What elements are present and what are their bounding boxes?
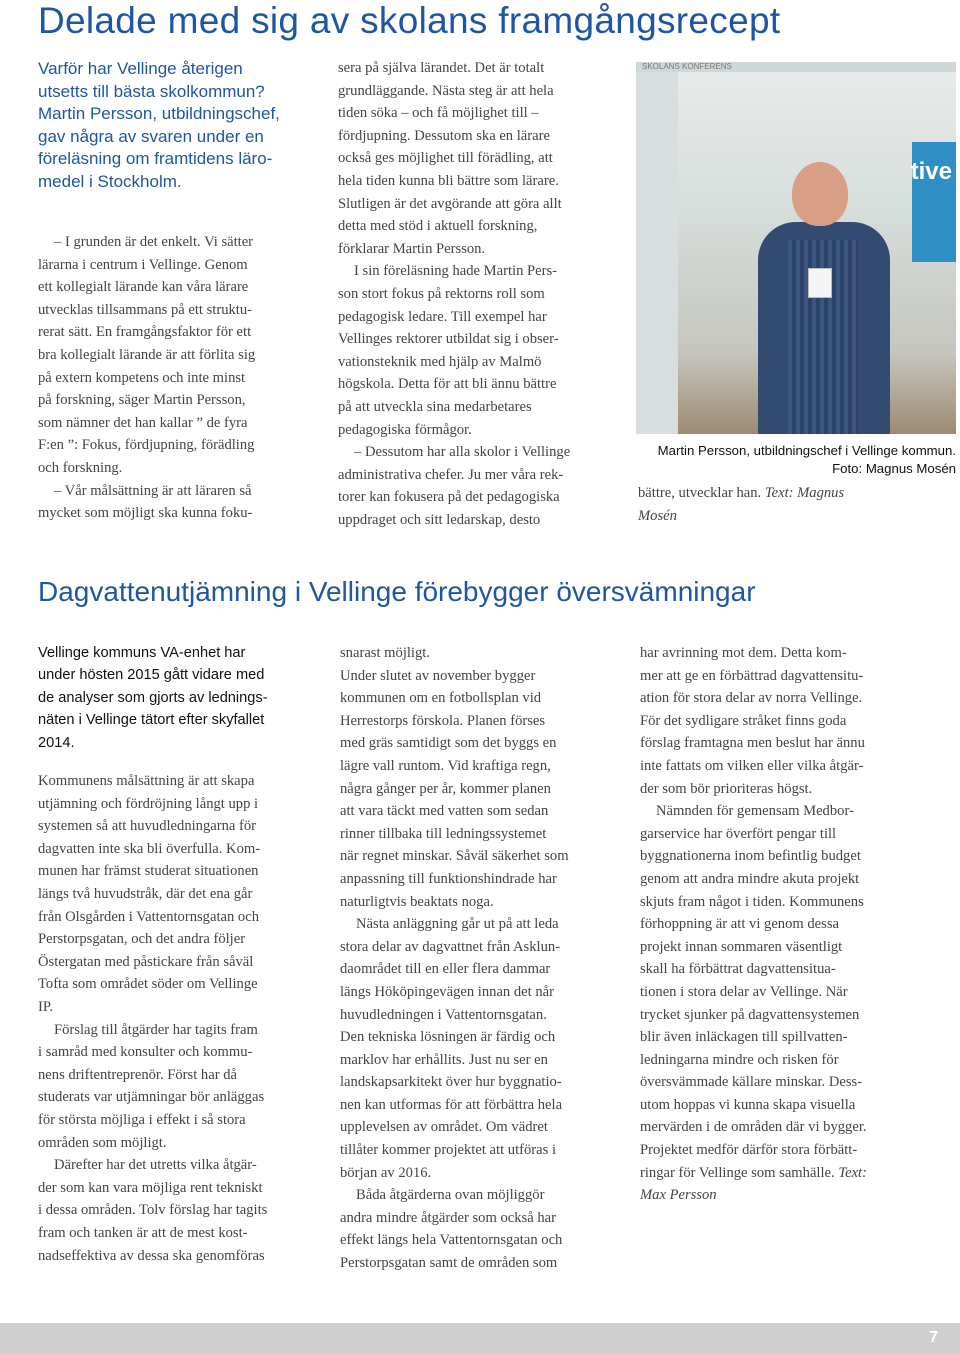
- body-line: sera på själva lärandet. Det är totalt: [338, 60, 545, 76]
- body-line: uppdraget och sitt ledarskap, desto: [338, 511, 541, 528]
- body-line: fördjupning. Dessutom ska en lärare: [338, 127, 550, 144]
- body-line: der som kan vara möjliga rent tekniskt: [38, 1179, 263, 1196]
- body-line: der som bör prioriteras högst.: [640, 780, 813, 797]
- body-line: förklarar Martin Persson.: [338, 240, 486, 257]
- body-line: marklov har erhållits. Just nu ser en: [340, 1051, 548, 1068]
- body-line: – I grunden är det enkelt. Vi sätter: [54, 234, 254, 250]
- body-line: stora delar av dagvattnet från Asklun-: [340, 938, 561, 955]
- body-line: snarast möjligt.: [340, 645, 430, 661]
- body-line: [640, 1162, 940, 1185]
- article1-lead-line: Martin Persson, utbildningschef,: [38, 104, 280, 123]
- body-line: Därefter har det utretts vilka åtgär-: [54, 1157, 257, 1174]
- footer-bar: [0, 1323, 960, 1353]
- body-line: administrativa chefer. Ju mer våra rek-: [338, 466, 564, 483]
- body-line: son stort fokus på rektorns roll som: [338, 285, 545, 302]
- body-line: För det sydligare stråket finns goda: [640, 712, 847, 729]
- body-line: som nämner det han kallar ” de fyra: [38, 414, 248, 431]
- body-line: garservice har överfört pengar till: [640, 825, 837, 842]
- body-line: för största möjliga i effekt i så stora: [38, 1111, 246, 1128]
- photo-name-badge: [808, 268, 832, 298]
- body-line: rerat sätt. En framgångsfaktor för ett: [38, 324, 252, 341]
- article1-lead: [38, 58, 303, 193]
- body-line: också ges möjlighet till förädling, att: [338, 150, 553, 167]
- body-line: har avrinning mot dem. Detta kom-: [640, 645, 847, 661]
- body-line: upplevelsen av området. Om vädret: [340, 1119, 548, 1136]
- article2-title: Dagvattenutjämning i Vellinge förebygger översvämningar: [38, 576, 756, 607]
- body-line: [638, 482, 938, 505]
- portrait-photo: [636, 62, 956, 434]
- body-line: några gånger per år, kommer planen: [340, 780, 551, 797]
- body-line: projekt innan sommaren väsentligt: [640, 938, 843, 955]
- body-line: på forskning, säger Martin Persson,: [38, 392, 246, 409]
- body-line: inte fattats om vilken eller vilka åtgär-: [640, 757, 864, 774]
- byline: Max Persson: [640, 1187, 717, 1204]
- body-line: början av 2016.: [340, 1164, 432, 1181]
- photo-person-head: [792, 162, 848, 226]
- body-line: mervärden i de områden där vi bygger.: [640, 1119, 867, 1136]
- body-line: Perstorpsgatan samt de områden som: [340, 1255, 558, 1272]
- body-line: huvudledningen i Vattentornsgatan.: [340, 1006, 547, 1023]
- body-line: skall ha förbättrat dagvattensitua-: [640, 961, 836, 978]
- body-line: Herrestorps förskola. Planen förses: [340, 712, 546, 729]
- body-line: F:en ”: Fokus, fördjupning, förädling: [38, 437, 255, 454]
- photo-screen-text: SKOLANS KONFERENS: [642, 62, 732, 71]
- body-line: detta med stöd i aktuell forskning,: [338, 218, 538, 235]
- body-line: Östergatan med påstickare från såväl: [38, 953, 254, 970]
- body-text: ringar för Vellinge som samhälle.: [640, 1164, 835, 1181]
- photo-pillar: [636, 72, 678, 434]
- body-line: rinner tillbaka till ledningssystemet: [340, 825, 547, 842]
- body-text: bättre, utvecklar han.: [638, 485, 762, 501]
- article1-lead-line: medel i Stockholm.: [38, 171, 182, 191]
- body-line: nens driftentreprenör. Först har då: [38, 1066, 237, 1083]
- byline: Text:: [838, 1164, 867, 1181]
- body-line: hela tiden kunna bli bättre som lärare.: [338, 172, 559, 189]
- article2-lead-line: Vellinge kommuns VA-enhet har: [38, 645, 246, 661]
- body-line: ett kollegialt lärande kan våra lärare: [38, 279, 249, 296]
- body-line: anpassning till funktionshindrade har: [340, 870, 557, 887]
- body-line: Nämnden för gemensam Medbor-: [656, 803, 854, 820]
- body-line: längs Hököpingevägen innan det når: [340, 983, 554, 1000]
- body-line: grundläggande. Nästa steg är att hela: [338, 82, 554, 99]
- body-line: områden som möjligt.: [38, 1134, 167, 1151]
- body-line: bra kollegialt lärande är att förlita sig: [38, 346, 256, 363]
- body-line: lägre vall runtom. Vid kraftiga regn,: [340, 757, 551, 774]
- body-line: utvecklas tillsammans på ett struktu-: [38, 301, 252, 318]
- article2-lead-line: 2014.: [38, 734, 75, 751]
- article2-lead-line: under hösten 2015 gått vidare med: [38, 667, 265, 684]
- body-line: – Vår målsättning är att läraren så: [54, 482, 252, 499]
- body-line: vationsteknik med hjälp av Malmö: [338, 353, 542, 370]
- body-line: på att utveckla sina medarbetares: [338, 398, 532, 415]
- photo-person-body: [758, 222, 890, 434]
- article1-column-2: [338, 57, 618, 531]
- body-line: tionen i stora delar av Vellinge. När: [640, 983, 848, 1000]
- photo-caption-text: Martin Persson, utbildningschef i Vellinge kommun.: [657, 443, 956, 458]
- body-line: och forskning.: [38, 459, 123, 476]
- body-line: förslag framtagna men beslut har ännu: [640, 735, 865, 752]
- byline: Text: Magnus: [764, 485, 845, 501]
- article2-lead-line: de analyser som gjorts av lednings-: [38, 689, 268, 706]
- body-line: blir även inläckagen till spillvatten-: [640, 1029, 848, 1046]
- body-line: torer kan fokusera på det pedagogiska: [338, 489, 560, 506]
- body-line: genom att andra mindre akuta projekt: [640, 870, 860, 887]
- body-line: – Dessutom har alla skolor i Vellinge: [354, 444, 571, 461]
- photo-credit: Foto: Magnus Mosén: [832, 461, 956, 476]
- body-line: fram och tanken är att de mest kost-: [38, 1224, 248, 1241]
- body-line: I sin föreläsning hade Martin Pers-: [354, 263, 558, 280]
- body-line: byggnationerna inom befintlig budget: [640, 848, 861, 865]
- body-line: nadseffektiva av dessa ska genomföras: [38, 1247, 265, 1264]
- body-line: från Olsgården i Vattentornsgatan och: [38, 908, 260, 925]
- article2-column-3: [640, 642, 940, 1207]
- body-line: Slutligen är det avgörande att göra allt: [338, 195, 562, 212]
- body-line: munen har främst studerat situationen: [38, 863, 259, 880]
- body-line: lärarna i centrum i Vellinge. Genom: [38, 256, 248, 273]
- article1-column-1: [38, 231, 308, 525]
- body-line: i samråd med konsulter och kommu-: [38, 1044, 253, 1061]
- body-line: Perstorpsgatan, och det andra följer: [38, 931, 246, 948]
- body-line: dagvatten inte ska bli överfulla. Kom-: [38, 840, 261, 857]
- body-line: i dessa områden. Tolv förslag har tagits: [38, 1202, 268, 1219]
- body-line: Båda åtgärderna ovan möjliggör: [356, 1187, 545, 1204]
- body-line: mer att ge en förbättrad dagvattensitu-: [640, 667, 864, 684]
- body-line: mycket som möjligt ska kunna foku-: [38, 505, 253, 522]
- body-line: med gräs samtidigt som det byggs en: [340, 735, 557, 752]
- body-line: Tofta som området söder om Vellinge: [38, 976, 258, 993]
- body-line: systemen så att huvudledningarna för: [38, 818, 257, 835]
- body-line: Vellinges rektorer utbildat sig i obser-: [338, 331, 559, 348]
- article1-lead-line: Varför har Vellinge återigen: [38, 59, 243, 78]
- article1-lead-line: föreläsning om framtidens läro-: [38, 149, 273, 168]
- body-line: [638, 505, 938, 528]
- article1-column-3: [638, 482, 938, 527]
- body-line: när regnet minskar. Såväl säkerhet som: [340, 848, 569, 865]
- body-line: Nästa anläggning går ut på att leda: [356, 916, 559, 933]
- body-line: utom hoppas vi kunna skapa visuella: [640, 1096, 856, 1113]
- body-line: högskola. Detta för att bli ännu bättre: [338, 376, 557, 393]
- article1-lead-line: gav några av svaren under en: [38, 126, 264, 146]
- body-line: studerats var utjämningar bör anläggas: [38, 1089, 265, 1106]
- body-line: utjämning och fördröjning långt upp i: [38, 795, 259, 812]
- body-line: kommunen om en fotbollsplan vid: [340, 690, 542, 707]
- body-line: Kommunens målsättning är att skapa: [38, 773, 255, 790]
- body-line: pedagogisk ledare. Till exempel har: [338, 308, 547, 325]
- page-number: 7: [929, 1329, 938, 1346]
- article2-column-2: [340, 642, 625, 1275]
- body-line: effekt längs hela Vattentornsgatan och: [340, 1232, 563, 1249]
- photo-banner-text: tive: [910, 158, 952, 185]
- body-line: förhoppning är att vi genom dessa: [640, 916, 839, 933]
- body-line: ledningarna mindre och risken för: [640, 1051, 839, 1068]
- body-line: landskapsarkitekt över hur byggnatio-: [340, 1074, 562, 1091]
- body-line: längs två huvudstråk, där det ena går: [38, 886, 253, 902]
- body-line: nen kan utformas för att förbättra hela: [340, 1096, 563, 1113]
- body-line: att vara täckt med vatten som sedan: [340, 803, 549, 820]
- body-line: Förslag till åtgärder har tagits fram: [54, 1021, 258, 1038]
- body-line: andra mindre åtgärder som också har: [340, 1209, 556, 1226]
- body-line: på extern kompetens och inte minst: [38, 369, 246, 386]
- body-line: ation för stora delar av norra Vellinge.: [640, 690, 863, 707]
- body-line: daområdet till en eller flera dammar: [340, 961, 551, 978]
- body-line: översvämmade källare minskar. Dess-: [640, 1074, 863, 1091]
- photo-caption: [636, 442, 956, 478]
- body-line: tillåter kommer projektet att utföras i: [340, 1142, 556, 1159]
- body-line: skjuts fram något i tiden. Kommunens: [640, 893, 864, 910]
- body-line: trycket sjunker på dagvattensystemen: [640, 1006, 860, 1023]
- body-line: pedagogiska förmågor.: [338, 421, 472, 438]
- article2-column-1: [38, 642, 323, 1267]
- article1-lead-line: utsetts till bästa skolkommun?: [38, 81, 265, 101]
- body-line: naturligtvis beaktats noga.: [340, 893, 494, 910]
- body-line: Under slutet av november bygger: [340, 667, 536, 684]
- byline: Mosén: [638, 507, 677, 524]
- body-line: IP.: [38, 998, 54, 1015]
- article2-lead-line: näten i Vellinge tätort efter skyfallet: [38, 712, 265, 729]
- body-line: tiden söka – och få möjlighet till –: [338, 105, 539, 122]
- body-line: [640, 1184, 940, 1207]
- body-line: Projektet medför därför stora förbätt-: [640, 1142, 858, 1159]
- body-line: Den tekniska lösningen är färdig och: [340, 1029, 556, 1046]
- article2-lead: [38, 642, 323, 754]
- article1-title: Delade med sig av skolans framgångsrecept: [38, 0, 781, 41]
